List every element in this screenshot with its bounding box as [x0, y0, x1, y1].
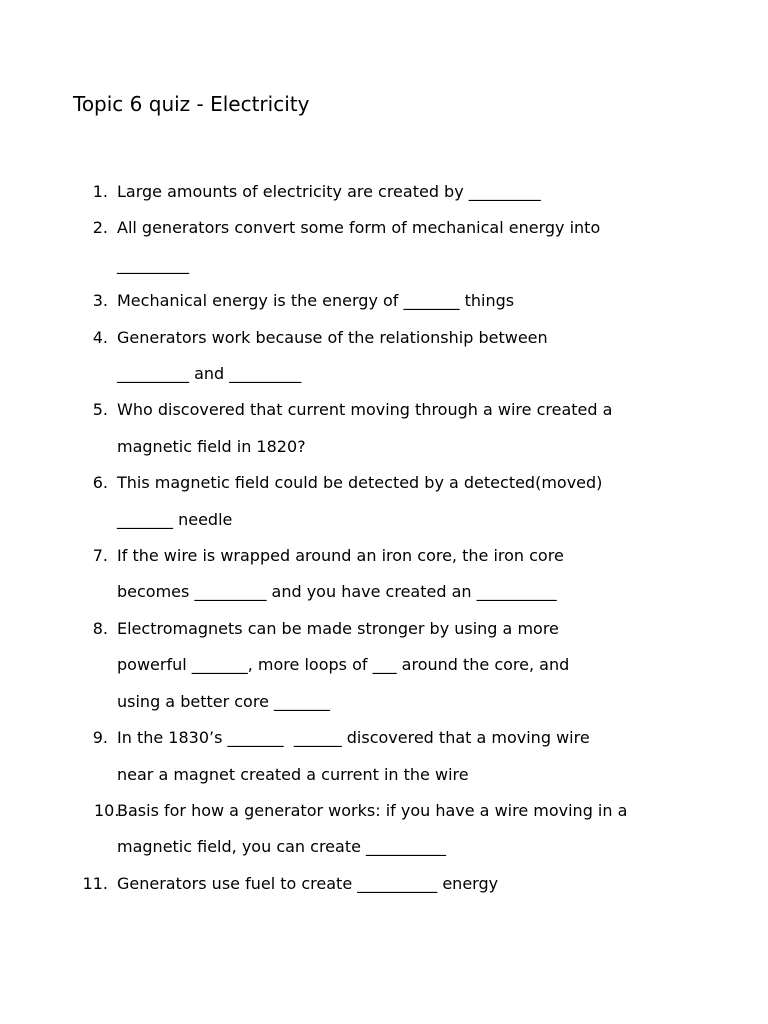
question-item-5	[0, 392, 768, 465]
question-number: 5.	[92, 400, 108, 420]
question-text-line: Basis for how a generator works: if you have a wire moving in a	[117, 800, 628, 820]
page-title: Topic 6 quiz - Electricity	[73, 92, 310, 116]
question-text-line: Electromagnets can be made stronger by using a more	[117, 618, 559, 638]
question-text-line: All generators convert some form of mechanical energy into	[117, 218, 601, 238]
question-number: 9.	[92, 728, 108, 748]
question-item-9	[0, 720, 768, 793]
question-item-3	[0, 283, 768, 319]
question-item-1	[0, 174, 768, 210]
question-text-line: Large amounts of electricity are created by _________	[117, 182, 541, 201]
question-number: 3.	[92, 291, 108, 311]
question-number: 6.	[92, 473, 108, 493]
question-text-line: If the wire is wrapped around an iron core, the iron core	[117, 546, 564, 566]
question-item-8	[0, 611, 768, 720]
question-text-line: Generators use fuel to create __________ energy	[117, 873, 499, 893]
question-number: 1.	[92, 182, 108, 201]
question-text-line: using a better core _______	[117, 691, 330, 711]
question-text-line: Generators work because of the relationship between	[117, 327, 548, 347]
question-text-line: _________ and _________	[117, 364, 302, 384]
question-item-11	[0, 866, 768, 902]
question-text-line: This magnetic field could be detected by a detected(moved)	[117, 473, 603, 493]
question-number: 2.	[92, 218, 108, 238]
question-number: 8.	[92, 618, 108, 638]
question-number: 11.	[82, 873, 108, 893]
question-item-2	[0, 210, 768, 283]
answer-blank-line: _________	[117, 254, 189, 274]
question-item-7	[0, 538, 768, 611]
question-text-line: becomes _________ and you have created an __________	[117, 582, 557, 602]
question-text-line: _______ needle	[117, 509, 233, 529]
question-text-line: magnetic field in 1820?	[117, 436, 306, 456]
question-text-line: In the 1830’s _______ ______ discovered that a moving wire	[117, 728, 590, 748]
question-item-6	[0, 465, 768, 538]
question-text-line: Who discovered that current moving through a wire created a	[117, 400, 613, 420]
question-list	[0, 174, 768, 902]
question-number: 7.	[92, 546, 108, 566]
question-text-line: powerful _______, more loops of ___ around the core, and	[117, 655, 570, 675]
question-item-10	[0, 793, 768, 866]
question-number: 4.	[92, 327, 108, 347]
question-item-4	[0, 320, 768, 393]
question-text-line: Mechanical energy is the energy of _______ things	[117, 291, 515, 311]
question-text-line: magnetic field, you can create __________	[117, 837, 447, 857]
question-text-line: near a magnet created a current in the wire	[117, 764, 469, 784]
question-number: 10.	[94, 800, 120, 820]
